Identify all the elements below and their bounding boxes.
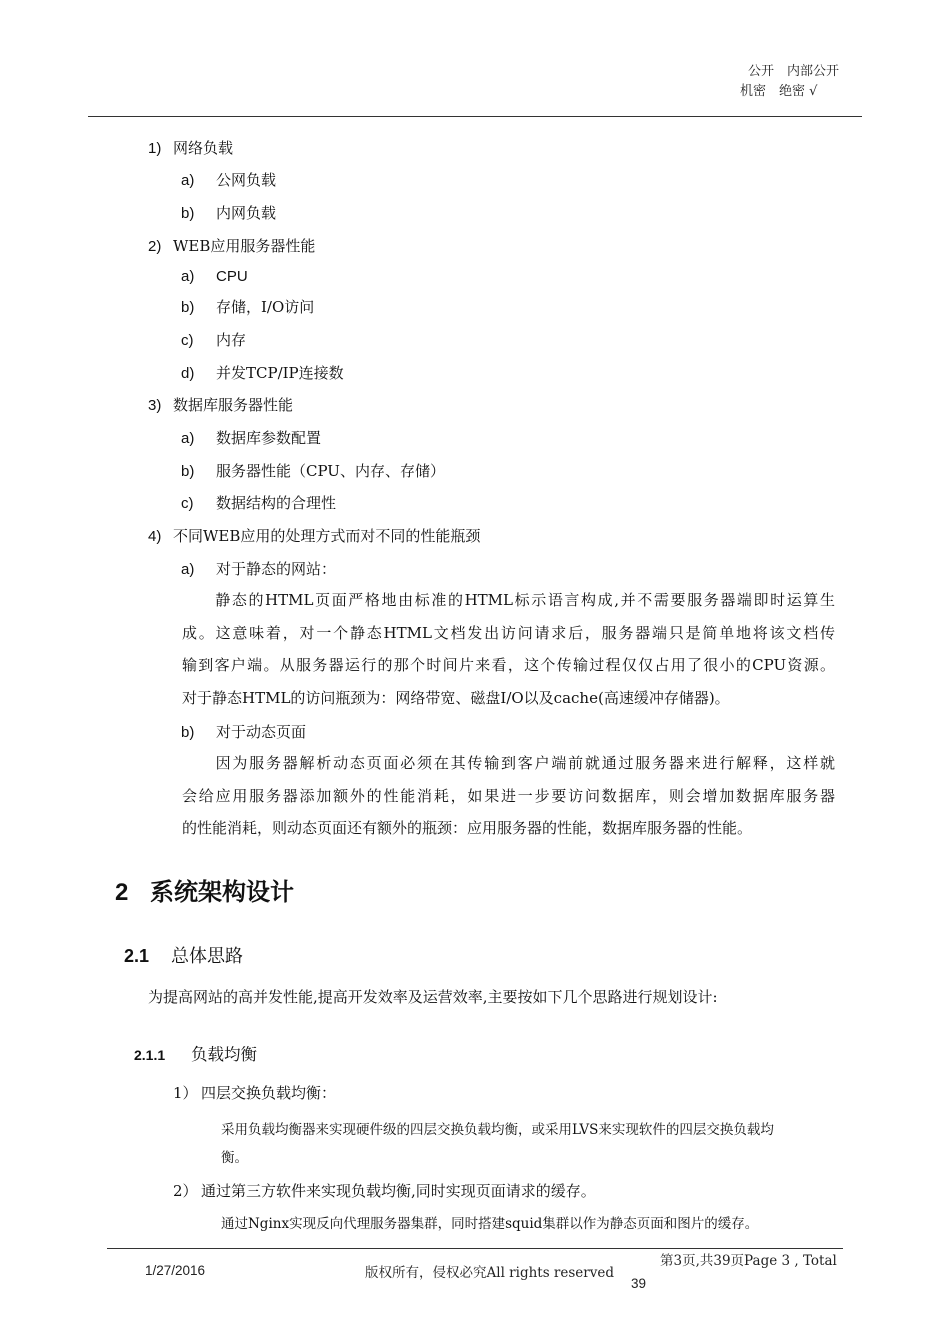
footer-page-total: 39 (631, 1276, 647, 1291)
header-rule (88, 116, 862, 117)
list-item: d) 并发TCP/IP连接数 (181, 364, 344, 382)
classification-secret: 机密 绝密 √ (740, 84, 818, 99)
paragraph-line: 会给应用服务器添加额外的性能消耗，如果进一步要访问数据库，则会增加数据库服务器 (182, 786, 835, 805)
static-page-paragraph (182, 584, 835, 714)
list-item: 4) 不同WEB应用的处理方式而对不同的性能瓶颈 (148, 527, 481, 545)
list-item: 3) 数据库服务器性能 (148, 396, 294, 414)
list-item: b) 内网负载 (181, 204, 277, 222)
subsubsection-heading: 2.1.1 负载均衡 (134, 1046, 257, 1064)
paragraph-line: 静态的HTML页面严格地由标准的HTML标示语言构成,并不需要服务器端即时运算生 (182, 591, 835, 609)
list-item: 2) WEB应用服务器性能 (148, 237, 316, 255)
list-item: c) 数据结构的合理性 (181, 494, 337, 512)
list-item: a) 公网负载 (181, 171, 277, 189)
footer-date: 1/27/2016 (145, 1263, 206, 1278)
dynamic-page-paragraph (182, 747, 835, 845)
paragraph-line: 输到客户端。从服务器运行的那个时间片来看，这个传输过程仅仅占用了很小的CPU资源。 (182, 656, 835, 674)
list-item: 1) 网络负载 (148, 139, 234, 157)
footer-page-number: 第3页,共39页Page 3 , Total (660, 1253, 837, 1269)
footer-copyright: 版权所有，侵权必究All rights reserved (365, 1265, 614, 1281)
lb1-description: 采用负载均衡器来实现硬件级的四层交换负载均衡，或采用LVS来实现软件的四层交换负载均 衡。 (221, 1122, 774, 1166)
classification-public: 公开 内部公开 (748, 64, 840, 79)
section-heading: 2 系统架构设计 (115, 877, 294, 906)
paragraph-line: 成。这意味着，对一个静态HTML文档发出访问请求后，服务器端只是简单地将该文档传 (182, 623, 835, 642)
paragraph-line: 对于静态HTML的访问瓶颈为：网络带宽、磁盘I/O以及cache(高速缓冲存储器)。 (182, 688, 730, 707)
list-item: a) 数据库参数配置 (181, 429, 322, 447)
lb2-description: 通过Nginx实现反向代理服务器集群，同时搭建squid集群以作为静态页面和图片的缓存。 (221, 1216, 759, 1232)
list-item: 1） 四层交换负载均衡： (173, 1084, 337, 1102)
paragraph-line: 因为服务器解析动态页面必须在其传输到客户端前就通过服务器来进行解释，这样就 (182, 754, 835, 772)
paragraph-line: 的性能消耗，则动态页面还有额外的瓶颈：应用服务器的性能，数据库服务器的性能。 (182, 819, 753, 837)
list-item: 2） 通过第三方软件来实现负载均衡,同时实现页面请求的缓存。 (173, 1182, 596, 1200)
list-item: b) 对于动态页面 (181, 723, 307, 741)
list-item: a) CPU (181, 268, 248, 285)
list-item: b) 服务器性能（CPU、内存、存储） (181, 462, 445, 480)
list-item: c) 内存 (181, 331, 247, 349)
list-item: b) 存储，I/O访问 (181, 298, 315, 316)
list-item: a) 对于静态的网站： (181, 560, 337, 578)
intro-text: 为提高网站的高并发性能,提高开发效率及运营效率,主要按如下几个思路进行规划设计: (148, 988, 718, 1006)
subsection-heading: 2.1 总体思路 (124, 946, 243, 966)
